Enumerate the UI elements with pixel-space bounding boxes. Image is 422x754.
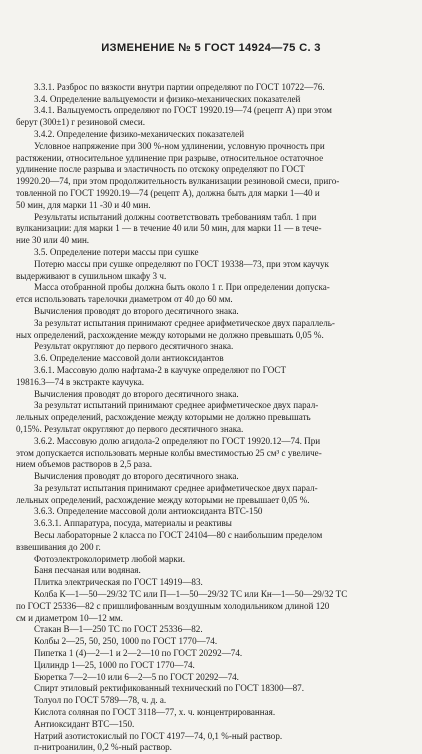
text-line: Толуол по ГОСТ 5789—78, ч. д. а. (34, 695, 167, 706)
text-line: Колбы 2—25, 50, 250, 1000 по ГОСТ 1770—74. (34, 636, 218, 647)
text-line: Вычисления проводят до второго десятичного знака. (34, 305, 239, 316)
text-line: растяжении, относительное удлинение при разрыве, относительное остаточное (16, 152, 324, 163)
text-line: выдерживают в сушильном шкафу 3 ч. (16, 270, 167, 281)
text-line: Плитка электрическая по ГОСТ 14919—83. (34, 577, 203, 588)
text-line: Условное напряжение при 300 %-ном удлинении, условную прочность при (34, 140, 325, 151)
text-line: ние 30 или 40 мин. (16, 235, 90, 246)
text-line: 3.6.1. Массовую долю нафтама-2 в каучуке определяют по ГОСТ (34, 364, 287, 375)
text-line: 0,15%. Результат округляют до первого десятичного знака. (16, 423, 244, 434)
text-line: удлинение после разрыва и эластичность по отскоку определяют по ГОСТ (16, 164, 305, 175)
text-line: Результаты испытаний должны соответствовать требованиям табл. 1 при (34, 211, 317, 222)
text-line: Баня песчаная или водяная. (34, 565, 141, 576)
text-line: Масса отобранной пробы должна быть около 1 г. При определении допуска- (34, 282, 330, 293)
text-line: лельных определений, расхождение между которыми не должно превышать (16, 412, 311, 423)
text-line: по ГОСТ 25336—82 с пришлифованным воздушным холодильником длиной 120 (16, 600, 330, 611)
text-line: Натрий азотистокислый по ГОСТ 4197—74, 0,1 %-ный раствор. (34, 730, 283, 741)
text-line: нием объемов растворов в 2,5 раза. (16, 459, 153, 470)
text-line: Колба К—1—50—29/32 ТС или П—1—50—29/32 ТС или Кн—1—50—29/32 ТС (34, 589, 348, 600)
text-line: п-нитроанилин, 0,2 %-ный раствор. (34, 742, 172, 753)
text-line (16, 70, 410, 82)
text-line: берут (300±1) г резиновой смеси. (16, 117, 145, 128)
text-line: этом допускается использовать мерные колбы вместимостью 25 см³ с увеличе- (16, 447, 322, 458)
text-line: Вычисления проводят до второго десятичного знака. (34, 471, 239, 482)
text-line: За результат испытания принимают среднее арифметическое двух парал- (34, 482, 318, 493)
text-line: 3.3.1. Разброс по вязкости внутри партии определяют по ГОСТ 10722—76. (34, 81, 325, 92)
text-line: 19920.20—74, при этом продолжительность вулканизации резиновой смеси, приго- (16, 176, 340, 187)
text-line: товленной по ГОСТ 19920.19—74 (рецепт А), должна быть для марки 1—40 и (16, 187, 320, 198)
text-line: Вычисления проводят до второго десятичного знака. (34, 388, 239, 399)
text-line: 3.6.2. Массовую долю агидола-2 определяют по ГОСТ 19920.12—74. При (34, 435, 321, 446)
text-line: см и диаметром 10—12 мм. (16, 612, 123, 623)
text-line: Антиоксидант ВТС—150. (34, 718, 135, 729)
page-header: ИЗМЕНЕНИЕ № 5 ГОСТ 14924—75 С. 3 (101, 42, 321, 54)
text-line: Бюретка 7—2—10 или 6—2—5 по ГОСТ 20292—74. (34, 671, 239, 682)
text-line: 50 мин, для марки 11 -30 и 40 мин. (16, 199, 151, 210)
text-line: 3.5. Определение потери массы при сушке (34, 246, 199, 257)
text-line: Спирт этиловый ректификованный технический по ГОСТ 18300—87. (34, 683, 304, 694)
text-line: 3.4. Определение вальцуемости и физико-механических показателей (34, 93, 301, 104)
text-line: Пипетка 1 (4)—2—1 и 2—2—10 по ГОСТ 20292—74. (34, 648, 243, 659)
text-line: 3.6.3.1. Аппаратура, посуда, материалы и реактивы (34, 518, 232, 529)
text-line: ных определений, расхождение между которыми не должно превышать 0,05 %. (16, 329, 324, 340)
text-line: ется использовать тарелочки диаметром от 40 до 60 мм. (16, 294, 233, 305)
text-line: взвешивания до 200 г. (16, 541, 101, 552)
text-line: 19816.3—74 в экстракте каучука. (16, 376, 145, 387)
text-line: Стакан В—1—250 ТС по ГОСТ 25336—82. (34, 624, 203, 635)
text-line: 3.4.1. Вальцуемость определяют по ГОСТ 19920.19—74 (рецепт А) при этом (34, 105, 332, 116)
text-line: вулканизации: для марки 1 — в течение 40 или 50 мин, для марки 11 — в тече- (16, 223, 322, 234)
text-line: 3.6. Определение массовой доли антиоксидантов (34, 353, 224, 364)
text-line: Потерю массы при сушке определяют по ГОСТ 19338—73, при этом каучук (34, 258, 329, 269)
text-line: Весы лабораторные 2 класса по ГОСТ 24104—80 с наибольшим пределом (34, 530, 323, 541)
text-line: За результат испытания принимают среднее арифметическое двух параллель- (34, 317, 335, 328)
text-line: лельных определений, расхождение между которыми не превышает 0,05 %. (16, 494, 310, 505)
text-line: Фотоэлектроколориметр любой марки. (34, 553, 185, 564)
text-line: Цилиндр 1—25, 1000 по ГОСТ 1770—74. (34, 659, 195, 670)
text-line: 3.4.2. Определение физико-механических показателей (34, 128, 245, 139)
text-line: За результат испытаний принимают среднее арифметическое двух парал- (34, 400, 319, 411)
text-line: Результат округляют до первого десятичного знака. (34, 341, 234, 352)
document-body (16, 70, 410, 754)
text-line: Кислота соляная по ГОСТ 3118—77, х. ч. концентрированная. (34, 707, 276, 718)
text-line: 3.6.3. Определение массовой доли антиоксиданта ВТС-150 (34, 506, 263, 517)
